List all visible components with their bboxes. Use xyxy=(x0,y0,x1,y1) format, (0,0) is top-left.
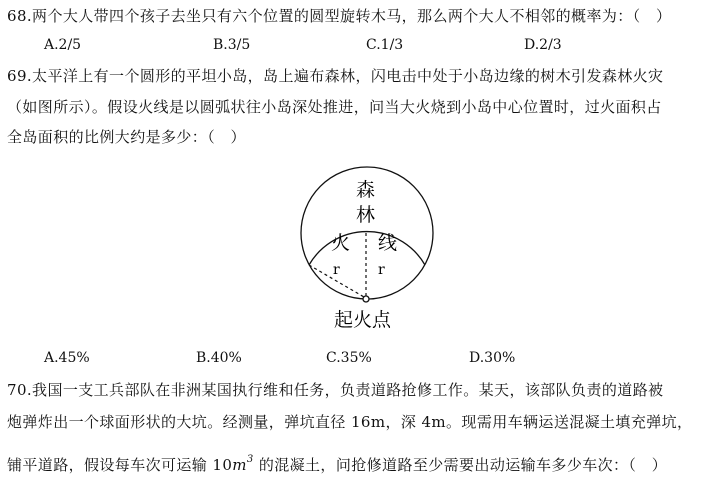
q70-unit-exponent: 3 xyxy=(246,454,254,465)
q68-option-d: D.2/3 xyxy=(524,37,562,53)
q70-line3-end: 的混凝土，问抢修道路至少需要出动运输车多少车次：（ ） xyxy=(253,456,668,474)
q70-unit: m xyxy=(232,456,247,474)
label-xian: 线 xyxy=(378,232,398,254)
q68-option-c: C.1/3 xyxy=(366,37,404,53)
q70-stem-line1: 70.我国一支工兵部队在非洲某国执行维和任务，负责道路抢修工作。某天，该部队负责的道路被 xyxy=(7,381,664,399)
label-huo: 火 xyxy=(331,232,351,254)
q69-stem-line1: 69.太平洋上有一个圆形的平坦小岛，岛上遍布森林，闪电击中处于小岛边缘的树木引发森林火灾 xyxy=(7,67,664,85)
q69-option-d: D.30% xyxy=(469,350,516,366)
q69-options xyxy=(0,350,704,370)
q68-option-a: A.2/5 xyxy=(44,37,82,53)
q70-stem-line2: 炮弹炸出一个球面形状的大坑。经测量，弹坑直径 16m，深 4m。现需用车辆运送混凝土填充弹坑， xyxy=(7,413,693,431)
label-r-right: r xyxy=(378,262,385,278)
fire-line-arc xyxy=(309,232,425,265)
label-origin: 起火点 xyxy=(334,309,392,331)
q69-option-a: A.45% xyxy=(44,350,90,366)
q70-line3-start: 铺平道路，假设每车次可运输 10 xyxy=(7,456,233,474)
q70-stem-line3 xyxy=(7,450,667,475)
q68-option-b: B.3/5 xyxy=(213,37,251,53)
q69-stem-line2: （如图所示）。假设火线是以圆弧状往小岛深处推进，问当大火烧到小岛中心位置时，过火面积占 xyxy=(7,98,662,116)
q68-stem: 68.两个大人带四个孩子去坐只有六个位置的圆型旋转木马，那么两个大人不相邻的概率为：（ ） xyxy=(7,7,672,25)
label-sen: 森 xyxy=(356,179,376,201)
label-r-left: r xyxy=(333,262,340,278)
label-lin: 林 xyxy=(356,204,376,226)
q69-option-b: B.40% xyxy=(196,350,242,366)
q69-stem-line3: 全岛面积的比例大约是多少：（ ） xyxy=(7,128,246,146)
q69-option-c: C.35% xyxy=(326,350,372,366)
ignition-point xyxy=(363,296,369,302)
